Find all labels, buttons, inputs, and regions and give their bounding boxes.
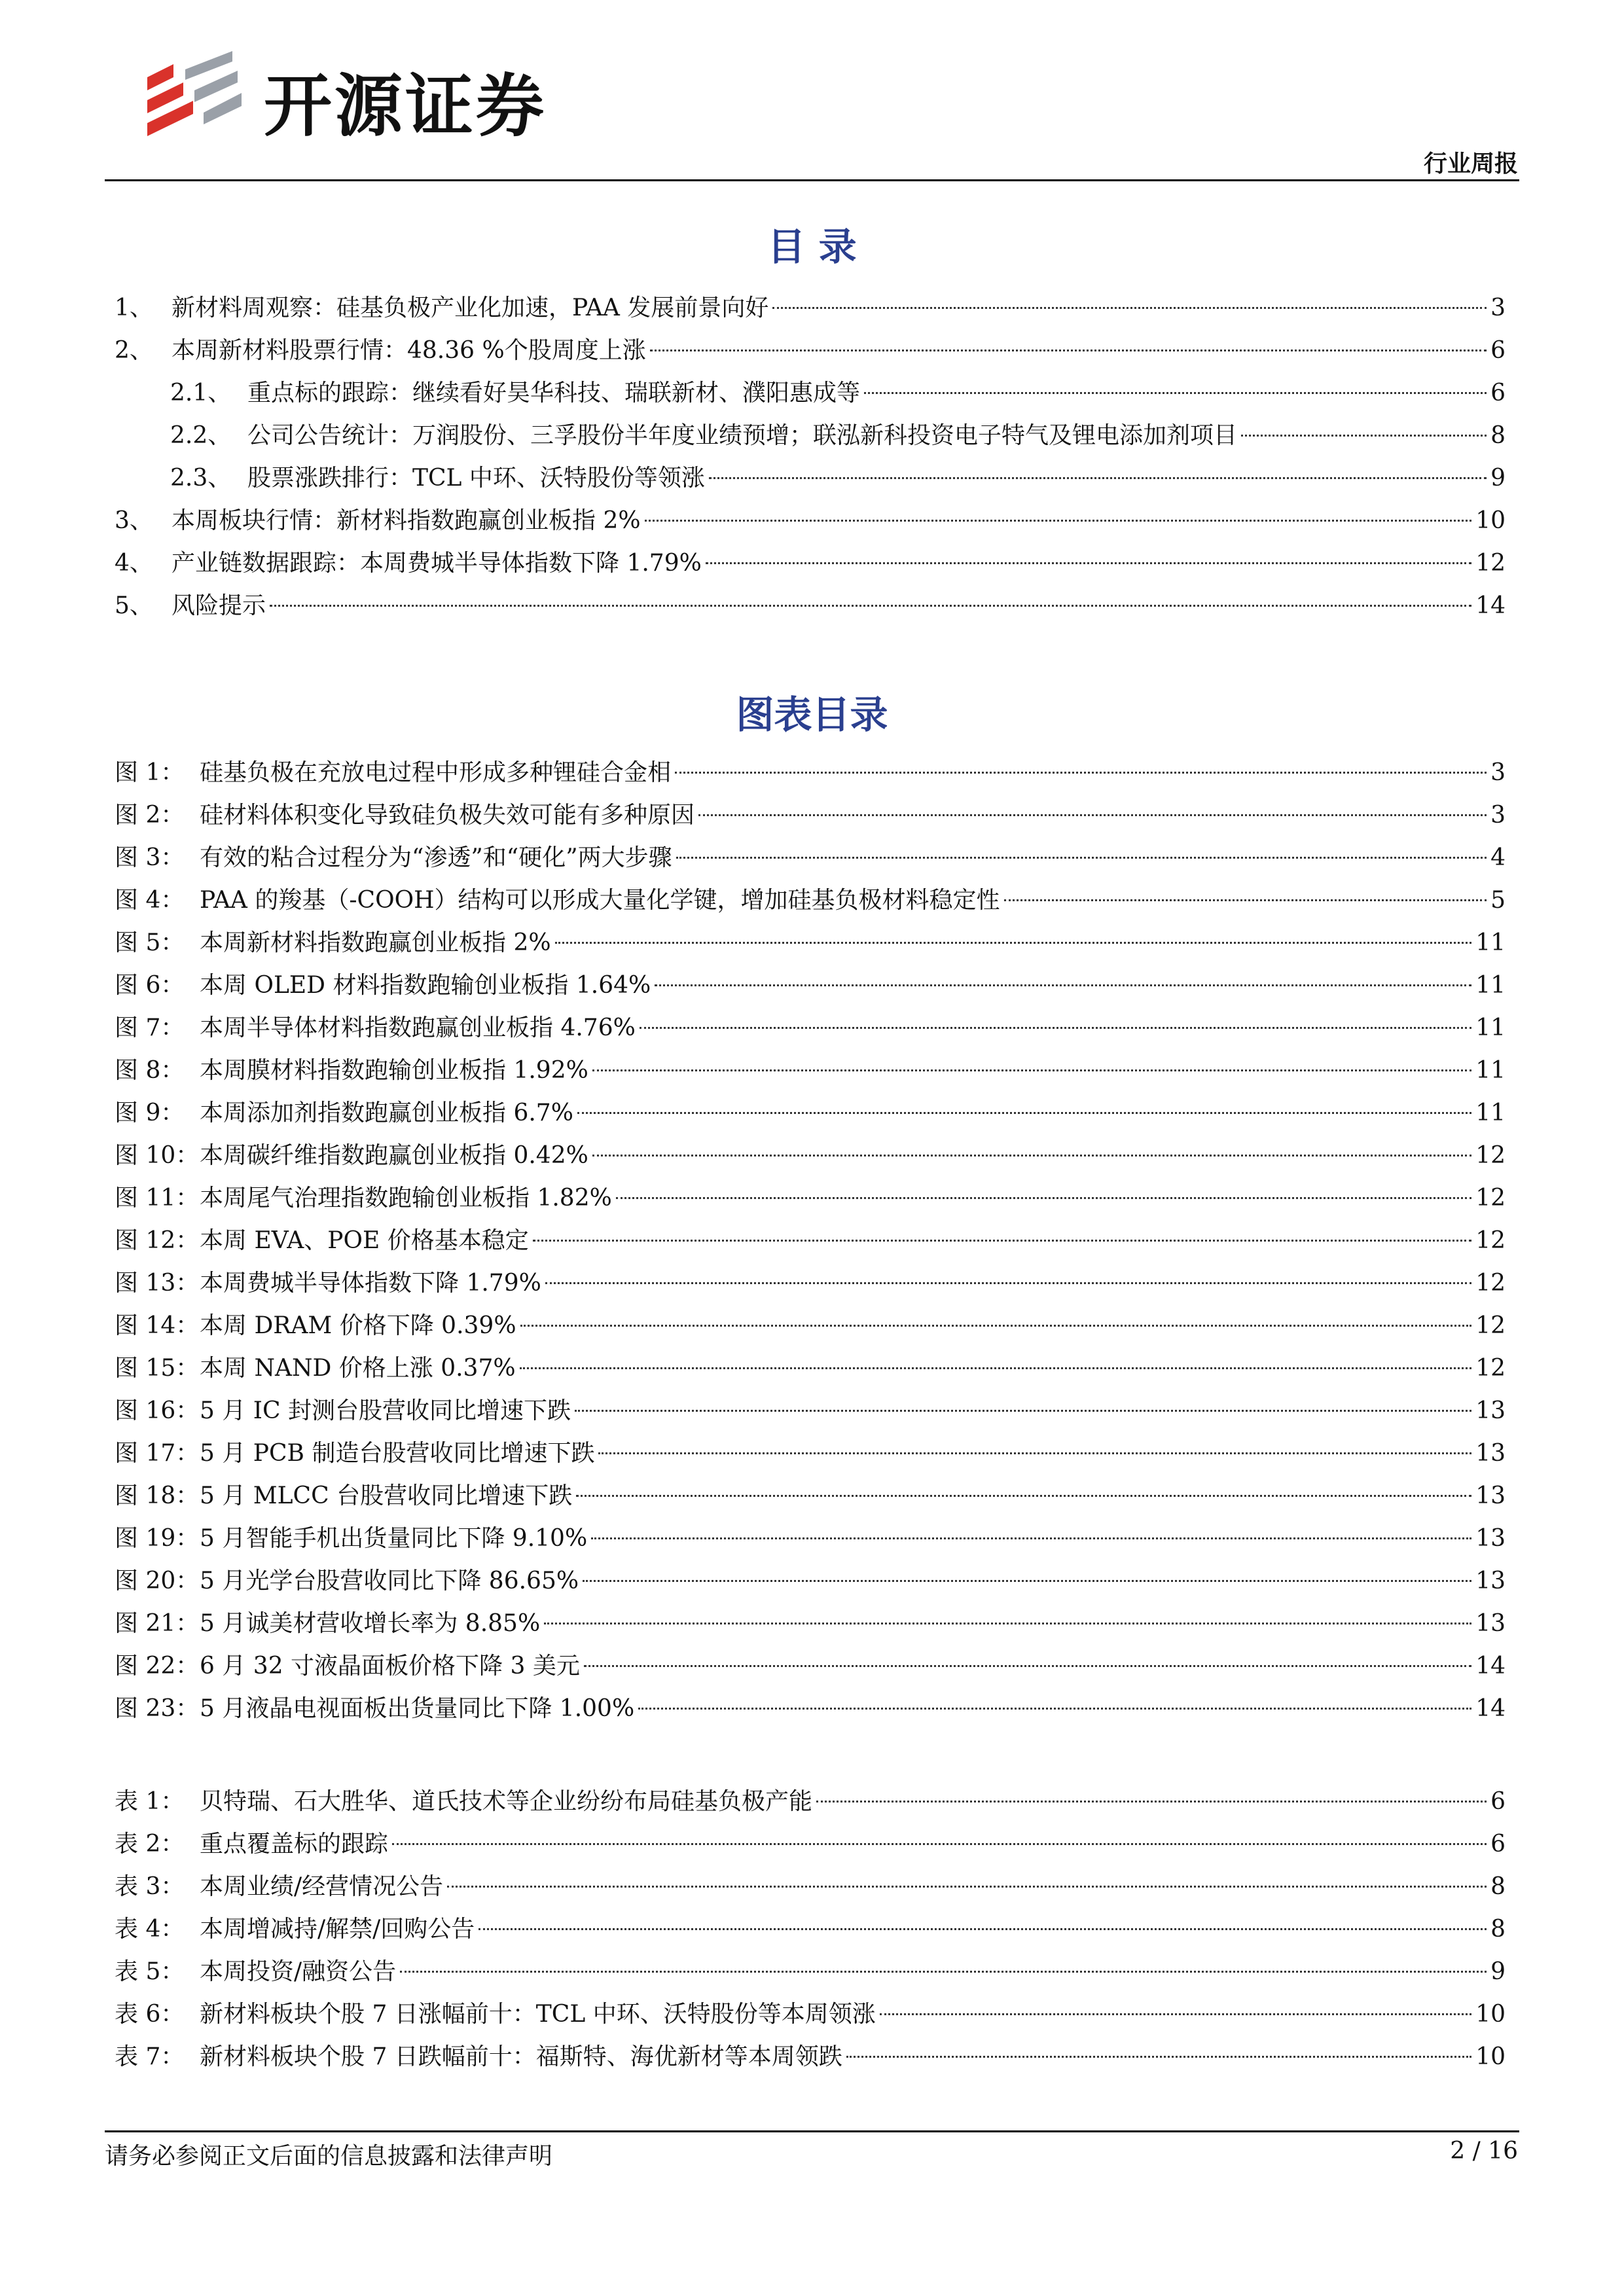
toc-title: 目 录 — [767, 224, 857, 269]
toc-entry[interactable] — [115, 1134, 1506, 1177]
entry-text: 5 月 IC 封测台股营收同比增速下跌 — [200, 1397, 571, 1424]
dot-leader — [520, 1367, 1472, 1369]
entry-page: 14 — [1475, 1695, 1506, 1722]
entry-text: 本周 DRAM 价格下降 0.39% — [200, 1312, 516, 1339]
entry-text: 5 月光学台股营收同比下降 86.65% — [200, 1568, 579, 1594]
entry-text: 新材料周观察：硅基负极产业化加速，PAA 发展前景向好 — [171, 295, 769, 321]
entry-number: 表 6： — [115, 2001, 185, 2028]
entry-page: 14 — [1475, 1653, 1506, 1679]
figure-list — [115, 751, 1506, 1730]
entry-text: 本周尾气治理指数跑输创业板指 1.82% — [200, 1185, 612, 1211]
entry-number: 表 2： — [115, 1831, 185, 1857]
header-divider — [105, 179, 1519, 181]
entry-text: 本周碳纤维指数跑赢创业板指 0.42% — [200, 1142, 588, 1169]
dot-leader — [706, 562, 1471, 564]
toc-entry[interactable] — [115, 1262, 1506, 1304]
toc-entry[interactable] — [115, 1517, 1506, 1560]
entry-text: 硅基负极在充放电过程中形成多种锂硅合金相 — [200, 759, 672, 786]
dot-leader — [478, 1928, 1487, 1930]
entry-number: 图 8： — [115, 1057, 185, 1084]
toc-entry[interactable] — [115, 1993, 1506, 2036]
toc-entry[interactable] — [115, 1908, 1506, 1950]
toc-entry[interactable] — [115, 584, 1506, 627]
figures-title: 图表目录 — [736, 692, 888, 737]
toc-entry[interactable] — [115, 1560, 1506, 1602]
table-list — [115, 1780, 1506, 2078]
brand-logo-icon — [134, 51, 245, 149]
toc-entry[interactable] — [115, 1602, 1506, 1645]
entry-text: 本周新材料指数跑赢创业板指 2% — [200, 929, 551, 956]
dot-leader — [520, 1325, 1472, 1327]
dot-leader — [655, 984, 1471, 986]
dot-leader — [640, 1027, 1471, 1029]
toc-entry[interactable] — [115, 1645, 1506, 1687]
entry-number: 图 21： — [115, 1610, 200, 1637]
entry-page: 11 — [1475, 1100, 1506, 1126]
entry-number: 2.2、 — [170, 422, 232, 449]
toc-entry[interactable] — [115, 1950, 1506, 1993]
entry-text: PAA 的羧基（-COOH）结构可以形成大量化学键，增加硅基负极材料稳定性 — [200, 887, 1000, 914]
dot-leader — [864, 392, 1487, 394]
toc-entry[interactable] — [115, 1687, 1506, 1730]
entry-page: 9 — [1490, 465, 1506, 492]
entry-text: 本周业绩/经营情况公告 — [200, 1873, 444, 1900]
entry-number: 图 1： — [115, 759, 185, 786]
entry-text: 5 月诚美材营收增长率为 8.85% — [200, 1610, 541, 1637]
dot-leader — [616, 1197, 1471, 1199]
entry-text: 本周投资/融资公告 — [200, 1958, 397, 1985]
dot-leader — [650, 350, 1487, 351]
entry-page: 11 — [1475, 1057, 1506, 1084]
dot-leader — [846, 2056, 1471, 2058]
toc-entry[interactable] — [115, 329, 1506, 372]
entry-number: 图 2： — [115, 802, 185, 829]
entry-number: 图 12： — [115, 1227, 200, 1254]
entry-page: 4 — [1490, 844, 1506, 871]
page-number: 2 / 16 — [1450, 2138, 1518, 2164]
entry-text: 有效的粘合过程分为“渗透”和“硬化”两大步骤 — [200, 844, 672, 871]
entry-page: 8 — [1490, 1873, 1506, 1900]
entry-page: 13 — [1475, 1525, 1506, 1552]
entry-page: 10 — [1475, 2001, 1506, 2028]
entry-number: 图 5： — [115, 929, 185, 956]
entry-text: 本周板块行情：新材料指数跑赢创业板指 2% — [171, 507, 641, 534]
entry-text: 本周 OLED 材料指数跑输创业板指 1.64% — [200, 972, 651, 999]
entry-number: 图 14： — [115, 1312, 200, 1339]
entry-number: 5、 — [115, 592, 153, 619]
dot-leader — [880, 2013, 1471, 2015]
entry-text: 重点标的跟踪：继续看好昊华科技、瑞联新材、濮阳惠成等 — [247, 380, 861, 406]
entry-number: 图 10： — [115, 1142, 200, 1169]
entry-text: 风险提示 — [171, 592, 266, 619]
entry-text: 本周 EVA、POE 价格基本稳定 — [200, 1227, 529, 1254]
entry-text: 5 月智能手机出货量同比下降 9.10% — [200, 1525, 588, 1552]
entry-text: 重点覆盖标的跟踪 — [200, 1831, 389, 1857]
entry-number: 表 3： — [115, 1873, 185, 1900]
dot-leader — [591, 1537, 1471, 1539]
entry-page: 13 — [1475, 1482, 1506, 1509]
toc-entry[interactable] — [115, 1347, 1506, 1390]
entry-text: 5 月 MLCC 台股营收同比增速下跌 — [200, 1482, 573, 1509]
entry-text: 贝特瑞、石大胜华、道氏技术等企业纷纷布局硅基负极产能 — [200, 1788, 813, 1815]
entry-number: 图 17： — [115, 1440, 200, 1467]
entry-page: 12 — [1475, 1270, 1506, 1297]
entry-page: 3 — [1490, 759, 1506, 786]
entry-number: 图 18： — [115, 1482, 200, 1509]
entry-page: 12 — [1475, 550, 1506, 577]
footer-disclaimer: 请务必参阅正文后面的信息披露和法律声明 — [105, 2143, 553, 2170]
entry-page: 6 — [1490, 380, 1506, 406]
entry-number: 表 7： — [115, 2043, 185, 2070]
footer-divider — [105, 2130, 1519, 2132]
entry-text: 公司公告统计：万润股份、三孚股份半年度业绩预增；联泓新科投资电子特气及锂电添加剂项目 — [247, 422, 1238, 449]
toc-entry[interactable] — [115, 1432, 1506, 1475]
dot-leader — [545, 1282, 1471, 1284]
entry-page: 10 — [1475, 507, 1506, 534]
toc-entry[interactable] — [115, 794, 1506, 836]
toc-entry[interactable] — [115, 499, 1506, 542]
entry-text: 本周费城半导体指数下降 1.79% — [200, 1270, 541, 1297]
entry-page: 5 — [1490, 887, 1506, 914]
entry-number: 图 4： — [115, 887, 185, 914]
entry-page: 3 — [1490, 802, 1506, 829]
entry-number: 图 11： — [115, 1185, 200, 1211]
toc-entry[interactable] — [115, 922, 1506, 964]
entry-number: 图 16： — [115, 1397, 200, 1424]
entry-text: 本周添加剂指数跑赢创业板指 6.7% — [200, 1100, 573, 1126]
entry-page: 6 — [1490, 1831, 1506, 1857]
toc-entry[interactable] — [115, 457, 1506, 499]
entry-number: 2.1、 — [170, 380, 232, 406]
dot-leader — [709, 477, 1487, 479]
entry-number: 4、 — [115, 550, 153, 577]
entry-page: 10 — [1475, 2043, 1506, 2070]
entry-number: 表 1： — [115, 1788, 185, 1815]
entry-number: 图 15： — [115, 1355, 200, 1382]
toc-entry[interactable] — [115, 1007, 1506, 1049]
dot-leader — [592, 1155, 1471, 1157]
toc-entry[interactable] — [115, 1475, 1506, 1517]
toc-entry[interactable] — [115, 1865, 1506, 1908]
entry-number: 表 5： — [115, 1958, 185, 1985]
entry-page: 6 — [1490, 337, 1506, 364]
entry-page: 13 — [1475, 1610, 1506, 1637]
entry-number: 图 7： — [115, 1014, 185, 1041]
toc-entry[interactable] — [115, 1219, 1506, 1262]
brand-name: 开源证券 — [264, 66, 547, 146]
entry-number: 3、 — [115, 507, 153, 534]
brand-logo — [134, 51, 547, 149]
toc-entry[interactable] — [115, 1390, 1506, 1432]
entry-number: 图 13： — [115, 1270, 200, 1297]
entry-page: 12 — [1475, 1142, 1506, 1169]
entry-number: 图 3： — [115, 844, 185, 871]
toc-entry[interactable] — [115, 542, 1506, 584]
dot-leader — [816, 1801, 1487, 1803]
dot-leader — [1004, 899, 1487, 901]
entry-text: 新材料板块个股 7 日跌幅前十：福斯特、海优新材等本周领跌 — [200, 2043, 842, 2070]
toc-entry[interactable] — [115, 414, 1506, 457]
entry-text: 5 月 PCB 制造台股营收同比增速下跌 — [200, 1440, 595, 1467]
entry-page: 13 — [1475, 1397, 1506, 1424]
dot-leader — [544, 1623, 1471, 1624]
dot-leader — [772, 307, 1487, 309]
toc-entry[interactable] — [115, 1823, 1506, 1865]
dot-leader — [1241, 435, 1487, 437]
entry-text: 产业链数据跟踪：本周费城半导体指数下降 1.79% — [171, 550, 702, 577]
dot-leader — [400, 1971, 1487, 1973]
dot-leader — [577, 1112, 1471, 1114]
entry-number: 2、 — [115, 337, 153, 364]
dot-leader — [638, 1708, 1471, 1710]
toc-entry[interactable] — [115, 1304, 1506, 1347]
entry-number: 图 20： — [115, 1568, 200, 1594]
entry-text: 本周半导体材料指数跑赢创业板指 4.76% — [200, 1014, 636, 1041]
dot-leader — [392, 1843, 1487, 1845]
toc-entry[interactable] — [115, 1092, 1506, 1134]
entry-number: 2.3、 — [170, 465, 232, 492]
entry-page: 12 — [1475, 1312, 1506, 1339]
entry-text: 本周 NAND 价格上涨 0.37% — [200, 1355, 516, 1382]
entry-text: 股票涨跌排行：TCL 中环、沃特股份等领涨 — [247, 465, 705, 492]
toc-entry[interactable] — [115, 879, 1506, 922]
entry-number: 图 19： — [115, 1525, 200, 1552]
toc-entry[interactable] — [115, 1780, 1506, 1823]
dot-leader — [447, 1886, 1487, 1888]
entry-number: 图 6： — [115, 972, 185, 999]
toc-entry[interactable] — [115, 964, 1506, 1007]
toc-entry[interactable] — [115, 751, 1506, 794]
entry-page: 11 — [1475, 929, 1506, 956]
entry-number: 表 4： — [115, 1916, 185, 1943]
entry-page: 8 — [1490, 1916, 1506, 1943]
entry-page: 14 — [1475, 592, 1506, 619]
entry-number: 图 22： — [115, 1653, 200, 1679]
entry-page: 9 — [1490, 1958, 1506, 1985]
toc-entry[interactable] — [115, 1049, 1506, 1092]
entry-page: 3 — [1490, 295, 1506, 321]
toc-entry[interactable] — [115, 1177, 1506, 1219]
dot-leader — [555, 942, 1472, 944]
entry-number: 1、 — [115, 295, 153, 321]
entry-page: 12 — [1475, 1227, 1506, 1254]
dot-leader — [676, 857, 1487, 859]
entry-number: 图 9： — [115, 1100, 185, 1126]
entry-page: 6 — [1490, 1788, 1506, 1815]
entry-text: 6 月 32 寸液晶面板价格下降 3 美元 — [200, 1653, 580, 1679]
entry-page: 11 — [1475, 972, 1506, 999]
entry-number: 图 23： — [115, 1695, 200, 1722]
toc-list — [115, 287, 1506, 627]
dot-leader — [533, 1240, 1471, 1242]
entry-page: 12 — [1475, 1355, 1506, 1382]
dot-leader — [575, 1410, 1471, 1412]
dot-leader — [584, 1665, 1471, 1667]
entry-page: 12 — [1475, 1185, 1506, 1211]
report-type: 行业周报 — [1423, 151, 1518, 177]
dot-leader — [270, 605, 1471, 607]
dot-leader — [592, 1069, 1471, 1071]
dot-leader — [698, 814, 1487, 816]
dot-leader — [675, 772, 1487, 774]
toc-entry[interactable] — [115, 2036, 1506, 2078]
dot-leader — [645, 520, 1472, 522]
entry-text: 本周新材料股票行情：48.36 %个股周度上涨 — [171, 337, 646, 364]
entry-text: 5 月液晶电视面板出货量同比下降 1.00% — [200, 1695, 635, 1722]
entry-text: 新材料板块个股 7 日涨幅前十：TCL 中环、沃特股份等本周领涨 — [200, 2001, 876, 2028]
entry-page: 13 — [1475, 1440, 1506, 1467]
entry-text: 本周膜材料指数跑输创业板指 1.92% — [200, 1057, 588, 1084]
dot-leader — [583, 1580, 1471, 1582]
dot-leader — [576, 1495, 1471, 1497]
entry-page: 11 — [1475, 1014, 1506, 1041]
entry-text: 本周增减持/解禁/回购公告 — [200, 1916, 475, 1943]
toc-entry[interactable] — [115, 836, 1506, 879]
entry-page: 8 — [1490, 422, 1506, 449]
dot-leader — [598, 1452, 1471, 1454]
entry-page: 13 — [1475, 1568, 1506, 1594]
toc-entry[interactable] — [115, 287, 1506, 329]
entry-text: 硅材料体积变化导致硅负极失效可能有多种原因 — [200, 802, 695, 829]
toc-entry[interactable] — [115, 372, 1506, 414]
